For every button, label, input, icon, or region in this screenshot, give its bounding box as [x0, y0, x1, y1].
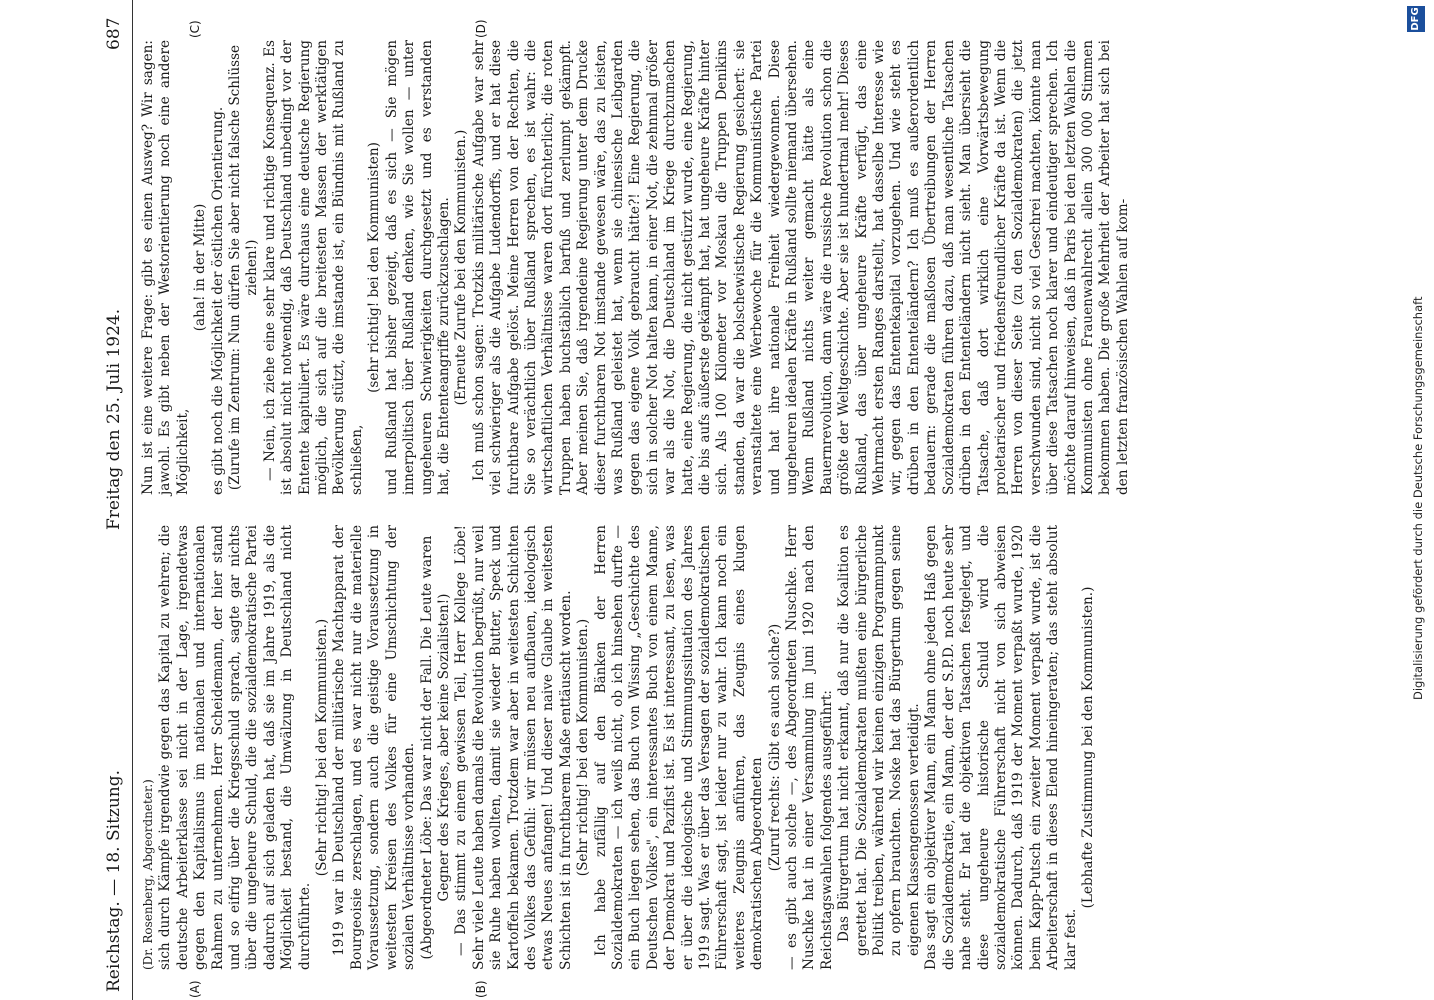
column-right: [140, 40, 1132, 495]
page-content: [92, 0, 1131, 1000]
paragraph: — Das stimmt zu einem gewissen Teil, Herr Kollege Löbe! Sehr viele Leute haben damals die Revolution begrüßt, nur weil sie Ruhe haben wollten, damit sie wieder Butter, Speck und Kartoffeln bekamen. Trotzdem war aber in weitesten Schichten des Volkes das Gefühl: wir müssen neu aufbauen, ideologisch etwas Neues anfangen! Und dieser naive Glaube in weitesten Schichten ist in furchtbarem Maße enttäuscht worden.: [453, 525, 574, 970]
interjection: (Zuruf rechts: Gibt es auch solche?): [766, 623, 783, 872]
interjection: (Erneute Zurufe bei den Kommunisten.): [453, 129, 470, 406]
paragraph: — es gibt auch solche —, des Abgeordneten Nuschke. Herr Nuschke hat in einer Versammlung im Juni 1920 nach den Reichstagswahlen folgendes ausgeführt:: [784, 525, 835, 970]
paragraph: sich durch Kämpfe irgendwie gegen das Kapital zu wehren; die deutsche Arbeiterklasse sei nicht in der Lage, irgendetwas gegen den Kapitalismus im nationalen und internationalen Rahmen zu unternehmen. Herr Scheidemann, der hier stand und so eifrig über die Kriegsschuld sprach, sagte gar nichts über die ungeheure Schuld, die die sozialdemokratische Partei dadurch auf sich geladen hat, daß sie im Jahre 1919, als die Möglichkeit bestand, die Umwälzung in Deutschland nicht durchführte.: [157, 525, 313, 970]
paragraph: Das sagt ein objektiver Mann, ein Mann ohne jeden Haß gegen die Sozialdemokratie, ein Mann, der der S.P.D. noch heute sehr nahe steht. Er hat die objektiven Tatsachen festgelegt, und diese ungeheure historische Schuld wird die sozialdemokratische Führerschaft nicht von sich abweisen können. Dadurch, daß 1919 der Moment verpaßt wurde, 1920 beim Kapp-Putsch ein zweiter Moment verpaßt wurde, ist die Arbeiterschaft in dieses Elend hineingeraten; das steht absolut klar fest.: [923, 525, 1079, 970]
page-number: 687: [104, 17, 124, 50]
dfg-logo: DFG: [1407, 6, 1425, 32]
dfg-credit-strip: [1405, 0, 1431, 1000]
quotation: Das Bürgertum hat nicht erkannt, daß nur die Koalition es gerettet hat. Die Sozialdemokraten mußten eine bürgerliche Politik treiben, während wir keinen einzigen Programmpunkt zu opfern brauchten. Noske hat das Bürgertum gegen seine eigenen Klassengenossen verteidigt.: [836, 525, 922, 956]
paragraph: Nun ist eine weitere Frage: gibt es einen Ausweg? Wir sagen: jawohl. Es gibt neben der Westorientierung noch eine andere Möglichkeit,: [140, 40, 191, 495]
paragraph: 1919 war in Deutschland der militärische Machtapparat der Bourgeoisie zerschlagen, und es war nicht nur die materielle Voraussetzung, sondern auch die geistige Voraussetzung in weitesten Kreisen des Volkes für eine Umschichtung der sozialen Verhältnisse vorhanden.: [331, 525, 418, 970]
running-header: [92, 0, 133, 1000]
margin-mark-c: (C): [188, 20, 202, 38]
paragraph: Ich muß schon sagen: Trotzkis militärische Aufgabe war sehr viel schwieriger als die Aufgabe Ludendorffs, und er hat diese furchtbare Aufgabe gelöst. Meine Herren von der Rechten, die Sie so verächtlich über Rußland sprechen, es ist wahr: die wirtschaftlichen Verhältnisse waren dort fürchterlich; die roten Truppen haben buchstäblich barfuß und zerlumpt gekämpft. Aber meinen Sie, daß irgendeine Regierung unter dem Drucke dieser furchtbaren Not imstande gewesen wäre, das zu leisten, was Rußland geleistet hat, wenn sie chinesische Leibgarden gegen das eigene Volk gebraucht hätte?! Eine Regierung, die sich in solcher Not halten kann, in einer Not, die zehnmal größer war als die Not, die Deutschland im Kriege durchzumachen hatte, eine Regierung, die nicht gestürzt wurde, eine Regierung, die bis aufs äußerste gekämpft hat, hat ungeheure Kräfte hinter sich. Als 100 Kilometer vor Moskau die Truppen Denikins standen, da war die bolschewistische Regierung gesichert: sie veranstaltete eine Werbewoche für die Kommunistische Partei und hat ihre nationale Freiheit wiedergewonnen. Diese ungeheuren idealen Kräfte in Rußland sollte niemand übersehen. Wenn Rußland nichts weiter gemacht hätte als eine Bauernrevolution, dann wäre die russische Revolution schon die größte der Weltgeschichte. Aber sie ist hundertmal mehr! Dieses Rußland, das über ungeheure Kräfte verfügt, das eine Wehrmacht ersten Ranges darstellt, hat dasselbe Interesse wie wir, gegen das Ententekapital vorzugehen. Und wie steht es drüben in den Ententeländern? Ich muß es außerordentlich bedauern: gerade die maßlosen Übertreibungen der Herren Sozialdemokraten führen dazu, daß man wesentliche Tatsachen drüben in den Ententeländern nicht sieht. Man übersieht die Tatsache, daß dort wirklich eine Vorwärtsbewegung proletarischer und friedensfreundlicher Kräfte da ist. Wenn die Herren von dieser Seite (zu den Sozialdemokraten) die jetzt verschwunden sind, nicht so viel Geschrei machten, könnte man über diese Tatsachen noch klarer und eindeutiger sprechen. Ich möchte darauf hinweisen, daß in Paris bei den letzten Wahlen die Kommunisten ohne Frauenwahlrecht allein 300 000 Stimmen bekommen haben. Die große Mehrheit der Arbeiter hat sich bei den letzten französischen Wahlen auf kom-: [470, 40, 1131, 495]
margin-mark-d: (D): [474, 19, 488, 38]
column-left: [140, 525, 1097, 970]
interjection: (Lebhafte Zustimmung bei den Kommunisten.): [1079, 586, 1096, 909]
margin-mark-b: (B): [474, 980, 488, 998]
interjection: (sehr richtig! bei den Kommunisten): [366, 142, 383, 393]
paragraph: und Rußland hat bisher gezeigt, daß es sich — Sie mögen innerpolitisch über Rußland denken, wie Sie wollen — unter ungeheuren Schwierigkeiten durchgesetzt und es verstanden hat, die Ententeangriffe zurückzuschlagen.: [383, 40, 452, 495]
header-date: Freitag den 25. Juli 1924.: [104, 308, 124, 530]
header-left: Reichstag. — 18. Sitzung.: [104, 769, 124, 992]
margin-mark-a: (A): [188, 980, 202, 998]
interjection: (Zurufe im Zentrum: Nun dürfen Sie aber nicht falsche Schlüsse ziehen!): [227, 44, 261, 491]
dfg-credit-text: Digitalisierung gefördert durch die Deutsche Forschungsgemeinschaft: [1411, 296, 1425, 700]
scanned-page: [80, 0, 1131, 1000]
interjection: (aha! in der Mitte): [192, 203, 209, 332]
paragraph: es gibt noch die Möglichkeit der östlichen Orientierung.: [209, 106, 226, 495]
interjection: (Abgeordneter Löbe: Das war nicht der Fall. Die Leute waren Gegner des Krieges, aber keine Sozialisten!): [418, 535, 452, 960]
paragraph: Ich habe zufällig auf den Bänken der Herren Sozialdemokraten — ich weiß nicht, ob ich hinsehen durfte — ein Buch liegen sehen, das Buch von Wissing „Geschichte des Deutschen Volkes", ein interessantes Buch von einem Manne, der Demokrat und Pazifist ist. Es ist interessant, zu lesen, was er über die ideologische und Stimmungssituation des Jahres 1919 sagt. Was er über das Versagen der sozialdemokratischen Führerschaft sagt, ist leider nur zu wahr. Ich kann noch ein weiteres Zeugnis anführen, das Zeugnis eines klugen demokratischen Abgeordneten: [592, 525, 766, 970]
interjection: (Sehr richtig! bei den Kommunisten.): [314, 618, 331, 877]
paragraph: — Nein, ich ziehe eine sehr klare und richtige Konsequenz. Es ist absolut nicht notwendig, daß Deutschland unbedingt vor der Entente kapituliert. Es wäre durchaus eine deutsche Regierung möglich, die sich auf die breitesten Massen der werktätigen Bevölkerung stützt, die imstande ist, ein Bündnis mit Rußland zu schließen,: [261, 40, 365, 495]
interjection: (Sehr richtig! bei den Kommunisten.): [575, 618, 592, 877]
speaker-line: (Dr. Rosenberg, Abgeordneter.): [141, 779, 155, 970]
